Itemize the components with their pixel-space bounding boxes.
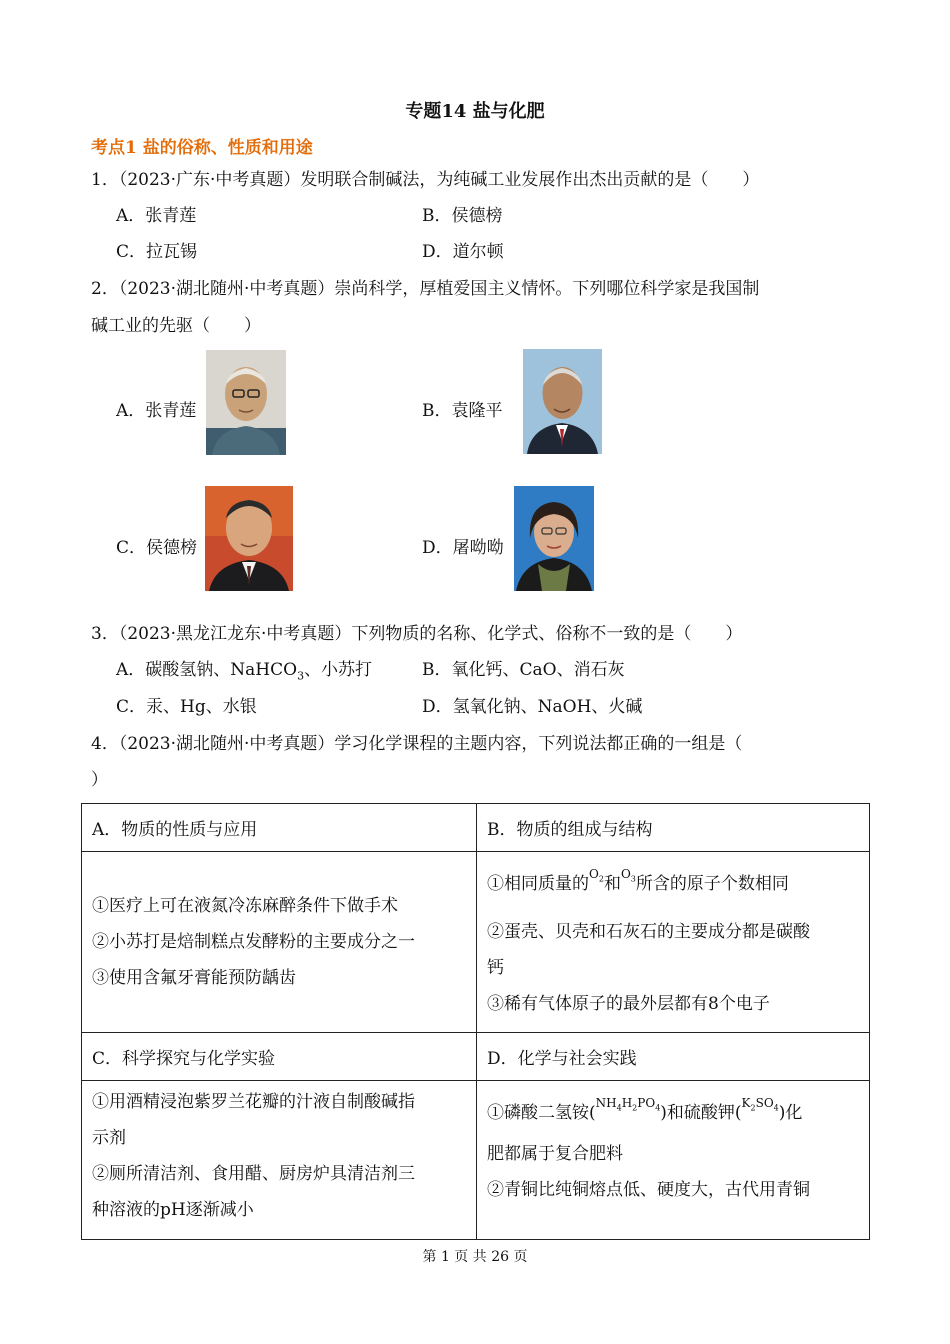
portrait-photo-a	[206, 350, 286, 455]
q4-c-item-1b: 示剂	[92, 1128, 126, 1148]
q3-option-a-subscript: 3	[297, 669, 305, 683]
q4-b-item-1	[487, 856, 859, 907]
formula-o3-symbol: O	[620, 867, 631, 882]
portrait-photo-d	[514, 486, 594, 591]
q4-a-item-3: ③使用含氟牙膏能预防龋齿	[92, 968, 296, 988]
q4-b-item-2b: 钙	[487, 957, 504, 978]
q3-stem: 3．（2023·黑龙江龙东·中考真题）下列物质的名称、化学式、俗称不一致的是（ ）	[91, 624, 743, 644]
formula-o3-subscript: 3	[630, 874, 636, 884]
q4-option-b-body	[477, 852, 870, 1033]
q4-d-item-1-text: ①磷酸二氢铵(	[487, 1103, 596, 1123]
q4-d-item-1-suffix: )化	[778, 1103, 803, 1123]
formula-k2so4: K2SO4	[741, 1096, 779, 1113]
q1-stem: 1．（2023·广东·中考真题）发明联合制碱法，为纯碱工业发展作出杰出贡献的是（ ）	[91, 170, 760, 190]
q4-b-item-3: ③稀有气体原子的最外层都有8个电子	[487, 993, 770, 1014]
q4-c-item-2a: ②厕所清洁剂、食用醋、厨房炉具清洁剂三	[92, 1164, 415, 1184]
q4-d-item-1	[487, 1095, 859, 1136]
q4-a-item-2: ②小苏打是焙制糕点发酵粉的主要成分之一	[92, 932, 415, 952]
q3-option-c[interactable]: C．汞、Hg、水银	[116, 697, 257, 717]
q4-option-d-header[interactable]: D．化学与社会实践	[477, 1033, 870, 1081]
q4-b-item-1-text: ①相同质量的	[487, 874, 589, 895]
q1-option-c[interactable]: C．拉瓦锡	[116, 242, 198, 262]
q4-c-item-1a: ①用酒精浸泡紫罗兰花瓣的汁液自制酸碱指	[92, 1092, 415, 1112]
portrait-photo-b	[523, 349, 602, 454]
q3-option-d[interactable]: D．氢氧化钠、NaOH、火碱	[422, 697, 643, 717]
q1-option-d[interactable]: D．道尔顿	[422, 242, 504, 262]
q4-a-item-1: ①医疗上可在液氮冷冻麻醉条件下做手术	[92, 896, 398, 916]
q3-option-a[interactable]	[116, 658, 372, 688]
q4-d-item-1b: 肥都属于复合肥料	[487, 1144, 623, 1165]
page-title: 专题14 盐与化肥	[405, 101, 545, 122]
q4-stem-line1: 4．（2023·湖北随州·中考真题）学习化学课程的主题内容，下列说法都正确的一组是（	[91, 734, 743, 754]
page-footer: 第 1 页 共 26 页	[422, 1249, 528, 1265]
q4-d-item-1-mid: )和硫酸钾(	[660, 1103, 742, 1123]
section-heading: 考点1 盐的俗称、性质和用途	[91, 138, 313, 158]
q2-option-c[interactable]: C．侯德榜	[116, 538, 198, 558]
q3-option-a-text: A．碳酸氢钠、NaHCO	[116, 660, 298, 680]
q2-option-b[interactable]: B．袁隆平	[422, 401, 503, 421]
q3-option-a-suffix: 、小苏打	[304, 660, 373, 680]
formula-o2	[589, 867, 604, 884]
q4-option-a-body	[82, 852, 477, 1033]
q2-option-d[interactable]: D．屠呦呦	[422, 538, 504, 558]
q1-option-a[interactable]: A．张青莲	[116, 206, 197, 226]
q4-option-b-header[interactable]: B．物质的组成与结构	[477, 804, 870, 852]
q2-option-a[interactable]: A．张青莲	[116, 401, 197, 421]
q2-stem-line1: 2．（2023·湖北随州·中考真题）崇尚科学，厚植爱国主义情怀。下列哪位科学家是我国制	[91, 279, 760, 299]
portrait-photo-c	[205, 486, 293, 591]
q2-stem-line2: 碱工业的先驱（ ）	[91, 316, 261, 336]
q4-option-a-header[interactable]: A．物质的性质与应用	[82, 804, 477, 852]
q4-d-item-2: ②青铜比纯铜熔点低、硬度大，古代用青铜	[487, 1180, 810, 1201]
formula-o3	[620, 867, 636, 884]
q4-option-c-header[interactable]: C．科学探究与化学实验	[82, 1033, 477, 1081]
q4-b-item-1-suffix: 所含的原子个数相同	[635, 874, 789, 895]
q3-option-b[interactable]: B．氧化钙、CaO、消石灰	[422, 660, 625, 680]
q4-option-d-body	[477, 1081, 870, 1240]
formula-o2-subscript: 2	[598, 874, 604, 884]
formula-nh4h2po4: NH4H2PO4	[595, 1096, 661, 1113]
q4-b-item-1-and: 和	[603, 874, 621, 895]
formula-o2-symbol: O	[589, 867, 599, 882]
q4-c-item-2b: 种溶液的pH逐渐减小	[92, 1200, 254, 1220]
q4-stem-line2: ）	[91, 770, 108, 790]
q1-option-b[interactable]: B．侯德榜	[422, 206, 503, 226]
q4-options-table	[81, 803, 870, 1240]
q4-option-c-body	[82, 1081, 477, 1240]
q4-b-item-2a: ②蛋壳、贝壳和石灰石的主要成分都是碳酸	[487, 921, 810, 942]
